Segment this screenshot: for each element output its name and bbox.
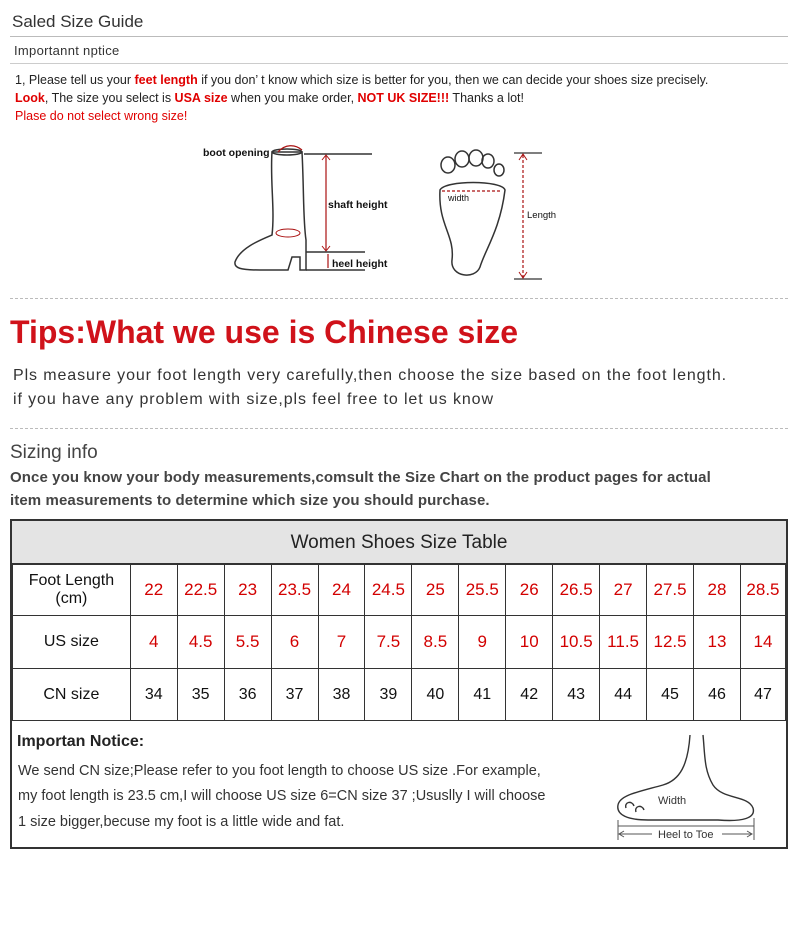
shaft-height-label: shaft height (328, 199, 388, 211)
table-cell: 11.5 (600, 616, 647, 669)
table-cell: 40 (412, 669, 459, 721)
notice-highlight: NOT UK SIZE!!! (357, 91, 450, 105)
row-label: US size (13, 616, 131, 669)
notice-text: 1, Please tell us your (15, 73, 135, 87)
table-cell: 13 (694, 616, 741, 669)
important-notice-title: Importan Notice: (17, 733, 145, 750)
table-cell: 12.5 (647, 616, 694, 669)
table-cell: 5.5 (224, 616, 271, 669)
table-cell: 47 (740, 669, 785, 721)
tips-line-2: if you have any problem with size,pls feel free to let us know (13, 391, 494, 408)
table-cell: 23.5 (271, 565, 318, 616)
sizing-line-2: item measurements to determine which size you should purchase. (10, 492, 490, 509)
tips-line-1: Pls measure your foot length very carefully,then choose the size based on the foot length. (13, 367, 727, 384)
notice-text: if you don’ t know which size is better for you, then we can decide your shoes size precisely. (197, 73, 709, 87)
table-row-us-size (13, 616, 786, 669)
table-cell: 46 (694, 669, 741, 721)
table-cell: 25 (412, 565, 459, 616)
table-row-foot-length (13, 565, 786, 616)
table-cell: 10.5 (553, 616, 600, 669)
heel-height-label: heel height (332, 258, 388, 270)
table-cell: 7 (318, 616, 365, 669)
table-cell: 42 (506, 669, 553, 721)
width-label: width (448, 193, 470, 203)
table-cell: 7.5 (365, 616, 412, 669)
notice-text: , The size you select is (44, 91, 175, 105)
table-cell: 38 (318, 669, 365, 721)
title-divider (10, 36, 788, 37)
section-divider (10, 428, 788, 429)
table-cell: 26.5 (553, 565, 600, 616)
table-row-cn-size (13, 669, 786, 721)
size-table (12, 564, 786, 721)
page-title: Saled Size Guide (12, 12, 144, 31)
table-cell: 43 (553, 669, 600, 721)
notice-highlight: USA size (174, 91, 228, 105)
notice-text: when you make order, (227, 91, 358, 105)
important-line-2: my foot length is 23.5 cm,I will choose US size 6=CN size 37 ;Ususlly I will choose (18, 788, 546, 804)
table-cell: 14 (740, 616, 785, 669)
table-cell: 4.5 (177, 616, 224, 669)
subtitle-divider (10, 63, 788, 64)
notice-line-3: Plase do not select wrong size! (15, 109, 188, 123)
table-cell: 34 (130, 669, 177, 721)
table-cell: 36 (224, 669, 271, 721)
table-cell: 9 (459, 616, 506, 669)
boot-opening-label: boot opening (203, 147, 270, 159)
important-line-3: 1 size bigger,becuse my foot is a little wide and fat. (18, 814, 345, 830)
table-cell: 10 (506, 616, 553, 669)
sizing-heading: Sizing info (10, 442, 98, 463)
tips-heading: Tips:What we use is Chinese size (10, 314, 518, 350)
row-label: CN size (13, 669, 131, 721)
table-cell: 26 (506, 565, 553, 616)
table-cell: 28.5 (740, 565, 785, 616)
notice-text: Thanks a lot! (449, 91, 524, 105)
table-cell: 22 (130, 565, 177, 616)
section-divider (10, 298, 788, 299)
table-cell: 44 (600, 669, 647, 721)
table-cell: 35 (177, 669, 224, 721)
row-label (13, 565, 131, 616)
notice-line-1 (15, 73, 708, 87)
table-cell: 23 (224, 565, 271, 616)
table-cell: 39 (365, 669, 412, 721)
table-cell: 27.5 (647, 565, 694, 616)
boot-diagram (200, 140, 400, 280)
table-cell: 27 (600, 565, 647, 616)
size-table-title: Women Shoes Size Table (12, 521, 786, 564)
table-cell: 28 (694, 565, 741, 616)
foot-length-unit: (cm) (55, 590, 88, 607)
foot-length-label: Foot Length (28, 572, 115, 589)
table-cell: 8.5 (412, 616, 459, 669)
table-cell: 45 (647, 669, 694, 721)
table-cell: 4 (130, 616, 177, 669)
table-cell: 6 (271, 616, 318, 669)
important-line-1: We send CN size;Please refer to you foot length to choose US size .For example, (18, 763, 541, 779)
heel-to-toe-label: Heel to Toe (658, 829, 714, 841)
width-side-label: Width (658, 795, 687, 807)
length-label: Length (527, 210, 557, 221)
table-cell: 24 (318, 565, 365, 616)
table-cell: 41 (459, 669, 506, 721)
notice-highlight: Look (15, 91, 45, 105)
table-cell: 37 (271, 669, 318, 721)
table-cell: 25.5 (459, 565, 506, 616)
sizing-line-1: Once you know your body measurements,comsult the Size Chart on the product pages for actual (10, 469, 711, 486)
notice-line-2 (15, 91, 524, 105)
table-cell: 24.5 (365, 565, 412, 616)
notice-highlight: feet length (134, 73, 198, 87)
subtitle: Importannt nptice (14, 43, 120, 58)
table-cell: 22.5 (177, 565, 224, 616)
foot-diagram (430, 145, 570, 285)
side-foot-diagram (608, 730, 768, 845)
